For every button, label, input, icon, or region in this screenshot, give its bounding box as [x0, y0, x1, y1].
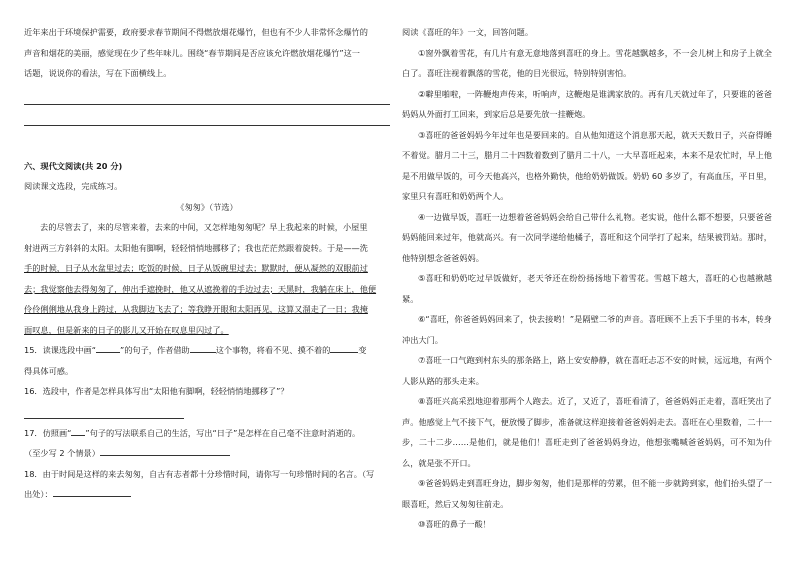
passage-title: 《匆匆》（节选）	[176, 201, 238, 212]
passage-line-1: 去的尽管去了，来的尽管来着，去来的中间，又怎样地匆匆呢？早上我起来的时候，小屋里	[40, 222, 368, 232]
q15-text-d: 变	[358, 345, 367, 355]
section-title: 六、现代文阅读(共 20 分)	[24, 160, 123, 171]
right-para-10: ⑩喜旺的鼻子一酸！	[418, 519, 491, 529]
right-para-9: ⑨爸爸妈妈走到喜旺身边，脚步匆匆，他们是那样的劳累，但不能一步就跨到家，他们抬头望了一眼喜旺，然后又匆匆往前走。	[402, 478, 772, 509]
q17-text-a: 17．仿照画“	[24, 427, 72, 438]
intro-line-3: 话题，说说你的看法，写在下面横线上。	[24, 68, 172, 78]
q17-mark	[71, 427, 85, 436]
right-para-1: ①窗外飘着雪花，有几片有意无意地落到喜旺的身上。雪花越飘越多，不一会儿树上和房子上就全白了。喜旺注视着飘落的雪花，他的目光很远，特别特别害怕。	[402, 47, 772, 78]
q15-blank-2[interactable]	[190, 344, 216, 353]
right-lead: 阅读《喜旺的年》一文，回答问题。	[402, 27, 534, 37]
right-para-8: ⑧喜旺兴高采烈地迎着那两个人跑去。近了，又近了，喜旺看清了，爸爸妈妈正走着，喜旺笑出了声。他感觉上气不接下气，便放慢了脚步，准备就这样迎接着爸爸妈妈走去。喜旺在心里数着，二十一步，二十二步……是他们，就是他们！喜旺走到了爸爸妈妈身边，他想张嘴喊爸爸妈妈，可不知为什么，就是张不开口。	[402, 396, 772, 468]
right-para-5: ⑤喜旺和奶奶吃过早饭做好，老天爷还在纷纷扬扬地下着雪花。雪越下越大，喜旺的心也越揪越紧。	[402, 273, 772, 304]
q18-text-b: 出处）：	[24, 489, 53, 499]
question-17-cont	[24, 443, 390, 464]
right-para-4: ④一边做早饭，喜旺一边想着爸爸妈妈会给自己带什么礼物。老实说，他什么都不想要，只要爸爸妈妈能回来过年，他就高兴。有一次同学递给他橘子，喜旺和这个同学打了起来，结果被罚站。那时，他特别想念爸爸妈妈。	[402, 211, 772, 263]
q15-blank-1[interactable]	[96, 344, 120, 353]
passage-line-5: 伶伶俐俐地从我身上跨过，从我脚边飞去了；等我睁开眼和太阳再见，这算又溜走了一日；我掩	[24, 304, 368, 314]
passage-line-2: 射进两三方斜斜的太阳。太阳他有脚啊，轻轻悄悄地挪移了；我也茫茫然跟着旋转。于是——洗	[24, 242, 368, 253]
intro-line-2: 声音和烟花的美丽，感觉现在少了些年味儿。围绕“春节期间是否应该允许燃放烟花爆竹”这一	[24, 47, 360, 58]
passage-line-3: 手的时候，日子从水盆里过去；吃饭的时候，日子从饭碗里过去；默默时，便从凝然的双眼前过	[24, 263, 368, 273]
right-column	[402, 0, 772, 535]
q17-answer-line[interactable]	[100, 447, 230, 456]
passage-line-6: 面叹息，但是新来的日子的影儿又开始在叹息里闪过了。	[24, 324, 229, 335]
instruction: 阅读课文选段，完成练习。	[24, 181, 123, 191]
right-para-7: ⑦喜旺一口气跑到村东头的那条路上，路上安安静静，就在喜旺忐忑不安的时候，远远地，有两个人影从路的那头走来。	[402, 355, 772, 386]
q18-answer-line[interactable]	[53, 488, 131, 497]
left-column	[24, 0, 390, 505]
right-para-6: ⑥“喜旺，你爸爸妈妈回来了，快去接哟！”是隔壁二爷的声音。喜旺顾不上丢下手里的书本，转身冲出大门。	[402, 314, 772, 345]
question-17	[24, 423, 390, 444]
q15-blank-3[interactable]	[330, 344, 358, 353]
passage-line-4: 去；我觉察他去得匆匆了，伸出手遮挽时，他又从遮挽着的手边过去；天黑时，我躺在床上，他便	[24, 283, 377, 294]
q17-text-b: ”句子的写法联系自己的生活，写出“日子”是怎样在自己毫不注意时消逝的。	[85, 427, 361, 438]
right-para-2: ②噼里啪啦，一阵鞭炮声传来，听响声，这鞭炮是谁满家放的。再有几天就过年了，只要谁的爸爸妈妈从外面打工回来，到家后总是要先放一挂鞭炮。	[402, 88, 772, 119]
question-15-cont: 得具体可感。	[24, 365, 74, 376]
q17-text-c: （至少写 2 个情景）	[24, 448, 100, 458]
question-18-cont	[24, 484, 390, 505]
right-para-3: ③喜旺的爸爸妈妈今年过年也是要回来的。自从他知道这个消息那天起，就天天数日子，兴奋得睡不着觉。腊月二十三，腊月二十四数着数到了腊月二十八，一大早喜旺起来，本来不是农忙时，早上他是不用做早饭的，可今天他高兴，也格外勤快，他给奶奶做饭。奶奶 60 多岁了，有高血压，平日里，家里只有喜旺和奶奶两个人。	[402, 129, 772, 201]
question-16: 16．选段中，作者是怎样具体写出“太阳他有脚啊，轻轻悄悄地挪移了”？	[24, 386, 289, 396]
question-15	[24, 340, 390, 361]
question-18: 18．由于时间是这样的来去匆匆，自古有志者都十分珍惜时间，请你写一句珍惜时间的名言。（写	[24, 468, 375, 479]
q15-text-c: 这个事物，将看不见、摸不着的	[215, 345, 331, 355]
intro-line-1: 近年来出于环境保护需要，政府要求春节期间不得燃放烟花爆竹，但也有不少人非常怀念爆竹的	[24, 27, 368, 37]
q15-text-b: ”的句子，作者借助	[119, 345, 190, 355]
q15-text-a: 15．读课选段中画“	[24, 345, 96, 355]
